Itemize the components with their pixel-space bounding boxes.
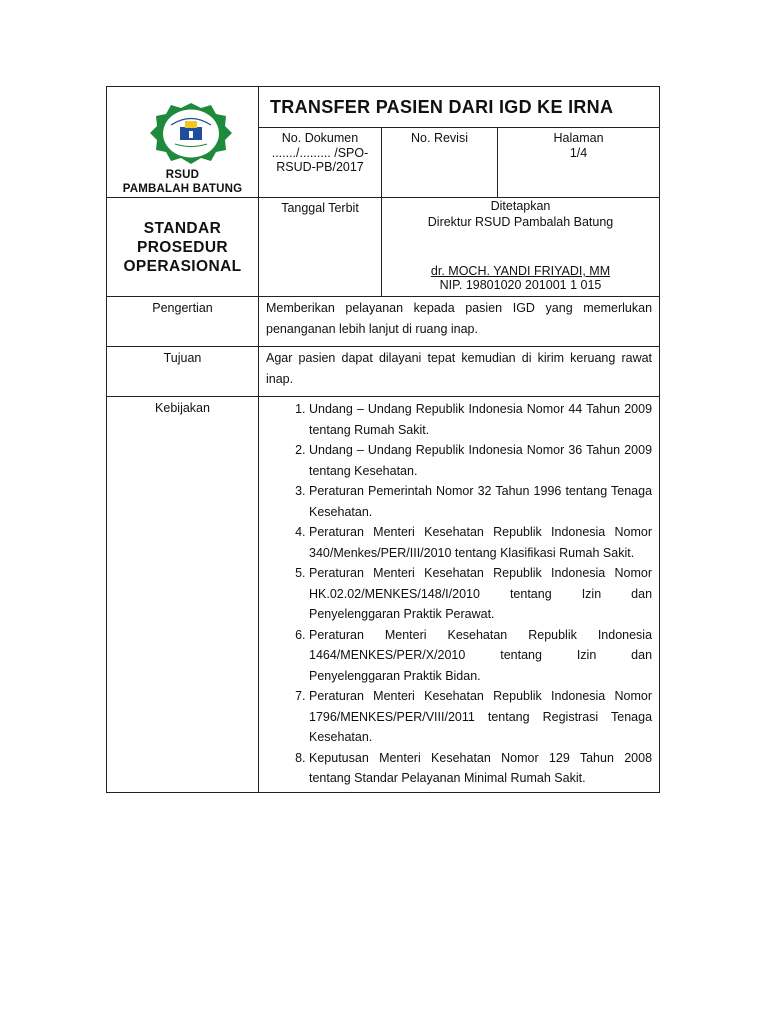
page-cell (498, 128, 660, 198)
kebijakan-cell (259, 397, 660, 793)
approval-label: Ditetapkan (490, 199, 551, 213)
approver-title: Direktur RSUD Pambalah Batung (427, 215, 614, 229)
tujuan-label: Tujuan (107, 347, 259, 397)
sop-document-table (106, 86, 660, 793)
policy-item: 7. Peraturan Menteri Kesehatan Republik Indonesia Nomor 1796/MENKES/PER/VIII/2011 tentang Registrasi Tenaga Kesehatan. (309, 686, 652, 748)
approval-cell (382, 198, 660, 297)
revision-cell (382, 128, 498, 198)
sop-label-line1: STANDAR (143, 219, 222, 237)
document-title: TRANSFER PASIEN DARI IGD KE IRNA (259, 87, 660, 128)
hospital-name (107, 169, 258, 196)
policy-item: 3. Peraturan Pemerintah Nomor 32 Tahun 1996 tentang Tenaga Kesehatan. (309, 481, 652, 522)
policy-item: 5. Peraturan Menteri Kesehatan Republik Indonesia Nomor HK.02.02/MENKES/148/I/2010 tentang Izin dan Penyelenggaran Praktik Perawat. (309, 563, 652, 625)
hospital-name-line2: PAMBALAH BATUNG (122, 182, 243, 195)
sop-label-line2: PROSEDUR (136, 238, 229, 256)
tujuan-text: Agar pasien dapat dilayani tepat kemudian di kirim keruang rawat inap. (259, 347, 660, 397)
revision-label: No. Revisi (411, 131, 468, 145)
hospital-logo-cell (107, 87, 259, 198)
policy-item: 8. Keputusan Menteri Kesehatan Nomor 129 Tahun 2008 tentang Standar Pelayanan Minimal Rumah Sakit. (309, 748, 652, 789)
sop-label (107, 198, 259, 297)
director-nip: NIP. 19801020 201001 1 015 (439, 278, 602, 292)
hospital-name-line1: RSUD (165, 169, 200, 181)
policy-item: 6. Peraturan Menteri Kesehatan Republik Indonesia 1464/MENKES/PER/X/2010 tentang Izin dan Penyelenggaran Praktik Bidan. (309, 625, 652, 687)
logo-roof-icon (185, 121, 197, 128)
doc-number-label: No. Dokumen (281, 131, 359, 145)
issue-date-cell (259, 198, 382, 297)
policy-item: 1. Undang – Undang Republik Indonesia Nomor 44 Tahun 2009 tentang Rumah Sakit. (309, 399, 652, 440)
director-name: dr. MOCH. YANDI FRIYADI, MM (430, 264, 611, 278)
logo-door-icon (189, 131, 193, 138)
kebijakan-label: Kebijakan (107, 397, 259, 793)
issue-date-label: Tanggal Terbit (281, 201, 359, 215)
hospital-logo-icon (145, 100, 237, 170)
pengertian-label: Pengertian (107, 297, 259, 347)
page-label: Halaman (553, 131, 604, 145)
page-value: 1/4 (569, 145, 588, 160)
policy-list (259, 399, 659, 789)
policy-item: 2. Undang – Undang Republik Indonesia Nomor 36 Tahun 2009 tentang Kesehatan. (309, 440, 652, 481)
doc-number-value: ......./......... /SPO-RSUD-PB/2017 (271, 145, 369, 174)
pengertian-text: Memberikan pelayanan kepada pasien IGD yang memerlukan penanganan lebih lanjut di ruang inap. (259, 297, 660, 347)
doc-number-cell (259, 128, 382, 198)
policy-item: 4. Peraturan Menteri Kesehatan Republik Indonesia Nomor 340/Menkes/PER/III/2010 tentang Klasifikasi Rumah Sakit. (309, 522, 652, 563)
sop-label-line3: OPERASIONAL (123, 257, 242, 275)
